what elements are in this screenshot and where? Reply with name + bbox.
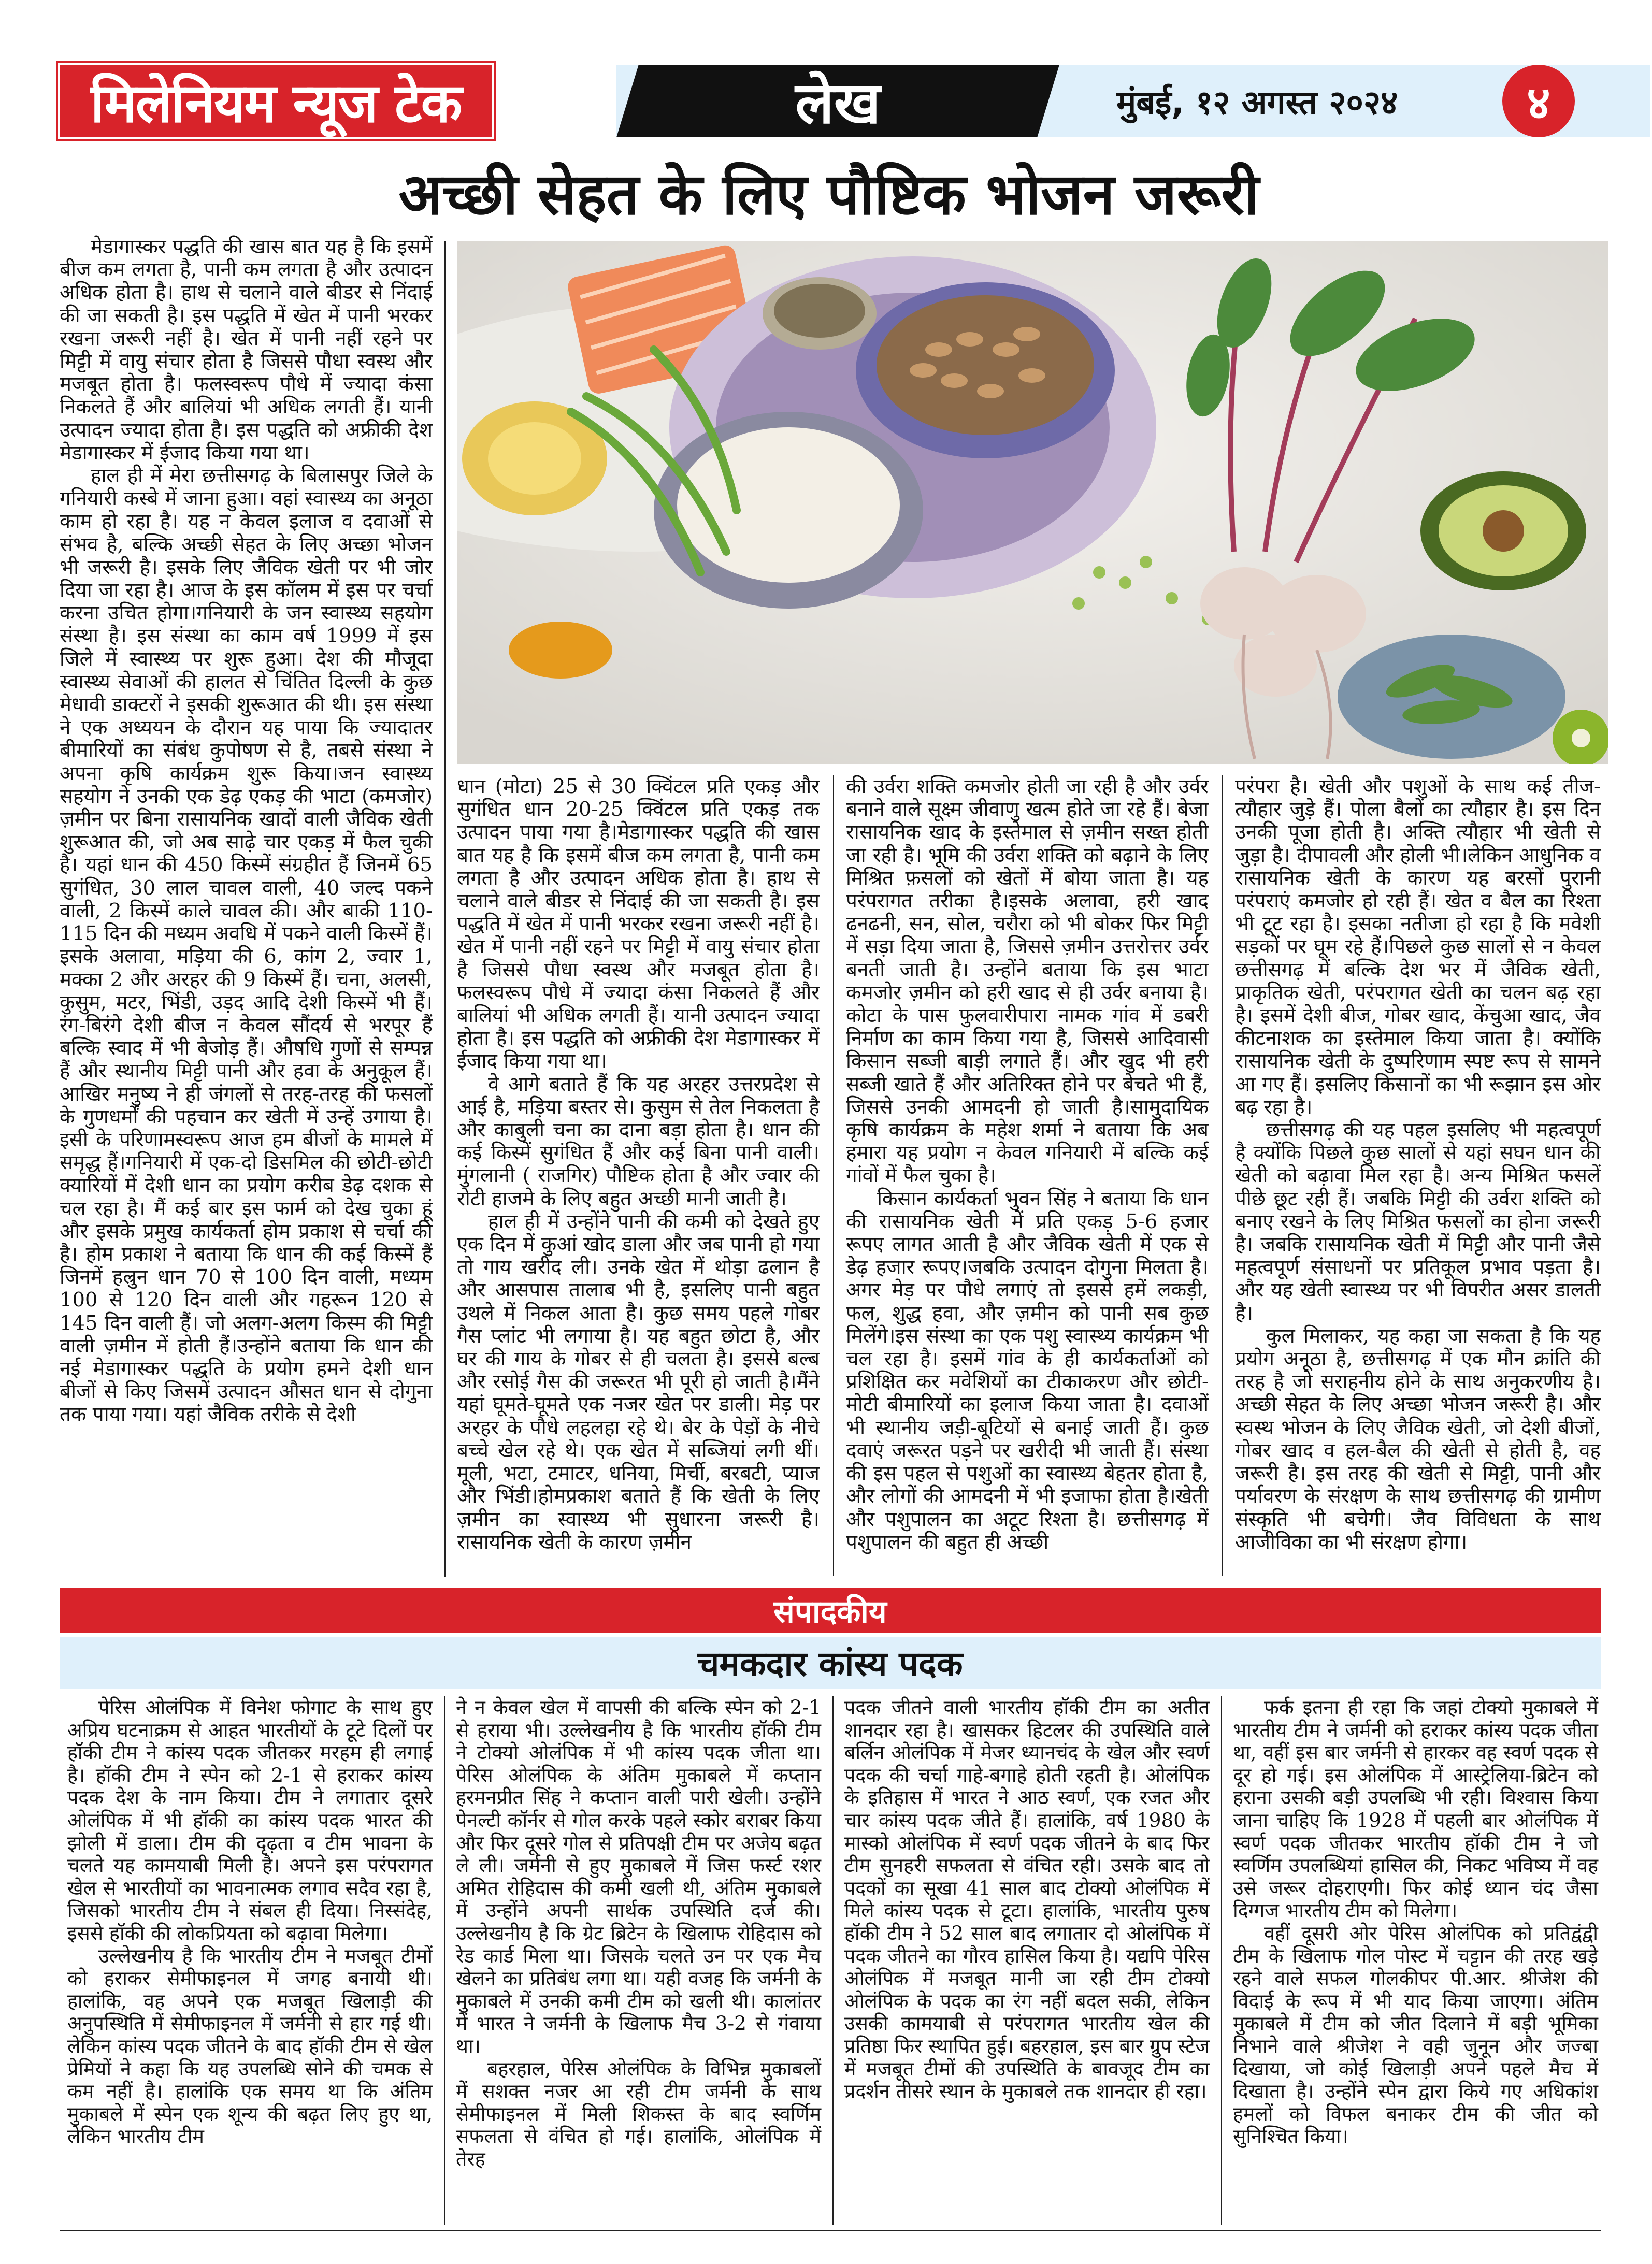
bottom-rule (60, 2230, 1601, 2231)
article-paragraph: मेडागास्कर पद्धति की खास बात यह है कि इसमें बीज कम लगता है, पानी कम लगता है और उत्पादन अधिक होता है। हाथ से चलाने वाले बीडर से निंदाई की जा सकती है। इस पद्धति में खेत में पानी भरकर रखना जरूरी नहीं है। खेत में पानी नहीं रहने पर मिट्टी में वायु संचार होता है जिससे पौधा स्वस्थ और मजबूत होता है। फलस्वरूप पौधे में ज्यादा कंसा निकलते हैं और बालियां भी अधिक लगती हैं। यानी उत्पादन ज्यादा होता है। इस पद्धति को अफ्रीकी देश मेडागास्कर में ईजाद किया गया था। (60, 235, 433, 465)
column-divider (1222, 775, 1223, 1576)
article-paragraph: छत्तीसगढ़ की यह पहल इसलिए भी महत्वपूर्ण है क्योंकि पिछले कुछ सालों से यहां सघन धान की खेती को बढ़ावा मिल रहा है। अन्य मिश्रित फसलें पीछे छूट रही हैं। जबकि मिट्टी की उर्वरा शक्ति को बनाए रखने के लिए मिश्रित फसलों का होना जरूरी है। जबकि रासायनिक खेती में मिट्टी और पानी जैसे महत्वपूर्ण संसाधनों पर प्रतिकूल प्रभाव पड़ता है। और यह खेती स्वास्थ्य पर भी विपरीत असर डालती है। (1235, 1118, 1601, 1325)
article-paragraph: धान (मोटा) 25 से 30 क्विंटल प्रति एकड़ और सुगंधित धान 20-25 क्विंटल प्रति एकड़ तक उत्पादन पाया गया है।मेडागास्कर पद्धति की खास बात यह है कि इसमें बीज कम लगता है, पानी कम लगता है और उत्पादन अधिक होता है। हाथ से चलाने वाले बीडर से निंदाई की जा सकती है। इस पद्धति में खेत में पानी भरकर रखना जरूरी नहीं है। खेत में पानी नहीं रहने पर मिट्टी में वायु संचार होता है जिससे पौधा स्वस्थ और मजबूत होता है। फलस्वरूप पौधे में ज्यादा कंसा निकलते हैं और बालियां भी अधिक लगती हैं। यानी उत्पादन ज्यादा होता है। इस पद्धति को अफ्रीकी देश मेडागास्कर में ईजाद किया गया था। (457, 775, 820, 1073)
editorial-column-4 (1233, 1696, 1598, 2148)
editorial-headline: चमकदार कांस्य पदक (60, 1637, 1601, 1689)
dateline: मुंबई, १२ अगस्त २०२४ (1116, 83, 1398, 122)
editorial-paragraph: पेरिस ओलंपिक में विनेश फोगाट के साथ हुए अप्रिय घटनाक्रम से आहत भारतीयों के टूटे दिलों पर हॉकी टीम ने कांस्य पदक जीतकर मरहम ही लगाई है। हॉकी टीम ने स्पेन को 2-1 से हराकर कांस्य पदक देश के नाम किया। टीम ने लगातार दूसरे ओलंपिक में भी हॉकी का कांस्य पदक भारत की झोली में डाला। टीम की दृढ़ता व टीम भावना के चलते यह कामयाबी मिली है। अपने इस परंपरागत खेल से भारतीयों का भावनात्मक लगाव सदैव रहा है, जिसको भारतीय टीम ने संबल ही दिया। निस्संदेह, इससे हॉकी की लोकप्रियता को बढ़ावा मिलेगा। (67, 1696, 433, 1944)
editorial-column-3 (844, 1696, 1210, 2103)
article-column-4 (1235, 775, 1601, 1554)
article-paragraph: हाल ही में मेरा छत्तीसगढ़ के बिलासपुर जिले के गनियारी कस्बे में जाना हुआ। वहां स्वास्थ्य का अनूठा काम हो रहा है। यह न केवल इलाज व दवाओं से संभव है, बल्कि अच्छी सेहत के लिए अच्छा भोजन भी जरूरी है। इसके लिए जैविक खेती पर भी जोर दिया जा रहा है। आज के इस कॉलम में इस पर चर्चा करना उचित होगा।गनियारी के जन स्वास्थ्य सहयोग संस्था है। इस संस्था का काम वर्ष 1999 में इस जिले में स्वास्थ्य पर शुरू हुआ। देश की मौजूदा स्वास्थ्य सेवाओं की हालत से चिंतित दिल्ली के कुछ मेधावी डाक्टरों ने इसकी शुरूआत की थी। इस संस्था ने एक अध्ययन के दौरान यह पाया कि ज्यादातर बीमारियों का संबंध कुपोषण से है, तबसे संस्था ने अपना कृषि कार्यक्रम शुरू किया।जन स्वास्थ्य सहयोग ने उनकी एक डेढ़ एकड़ की भाटा (कमजोर) ज़मीन पर बिना रासायनिक खादों वाली जैविक खेती शुरूआत की, जो अब साढ़े चार एकड़ में फैल चुकी है। यहां धान की 450 किस्में संग्रहीत हैं जिनमें 65 सुगंधित, 30 लाल चावल वाली, 40 जल्द पकने वाली, 2 किस्में काले चावल की। और बाकी 110-115 दिन की मध्यम अवधि में पकने वाली किस्में हैं। इसके अलावा, मड़िया की 6, कांग 2, ज्वार 1, मक्का 2 और अरहर की 9 किस्में हैं। चना, अलसी, कुसुम, मटर, भिंडी, उड़द आदि देशी किस्में भी हैं।रंग-बिरंगे देशी बीज न केवल सौंदर्य से भरपूर हैं बल्कि स्वाद में भी बेजोड़ हैं। औषधि गुणों से सम्पन्न हैं और स्थानीय मिट्टी पानी और हवा के अनुकूल हैं। आखिर मनुष्य ने ही जंगलों से तरह-तरह की फसलों के गुणधर्मों की पहचान कर खेती में उन्हें उगाया है। इसी के परिणामस्वरूप आज हम बीजों के मामले में समृद्ध हैं।गनियारी में एक-दो डिसमिल की छोटी-छोटी क्यारियों में देशी धान का प्रयोग करीब डेढ़ दशक से चल रहा है। मैं कई बार इस फार्म को देख चुका हूं और इसके प्रमुख कार्यकर्ता होम प्रकाश से चर्चा की है। होम प्रकाश ने बताया कि धान की कई किस्में हैं जिनमें हल्रुन धान 70 से 100 दिन वाली, मध्यम 100 से 120 दिन वाली और गहरून 120 से 145 दिन वाली हैं। जो अलग-अलग किस्म की मिट्टी वाली ज़मीन में होती हैं।उन्होंने बताया कि धान की नई मेडागास्कर पद्धति के प्रयोग हमने देशी धान बीजों से किए जिसमें उत्पादन औसत धान से दोगुना तक पाया गया। यहां जैविक तरीके से देशी (60, 464, 433, 1426)
article-paragraph: की उर्वरा शक्ति कमजोर होती जा रही है और उर्वर बनाने वाले सूक्ष्म जीवाणु खत्म होते जा रहे हैं। बेजा रासायनिक खाद के इस्तेमाल से ज़मीन सख्त होती जा रही है। भूमि की उर्वरा शक्ति को बढ़ाने के लिए मिश्रित फ़सलों को खेतों में बोया जाता है। यह परंपरागत तरीका है।इसके अलावा, हरी खाद ढनढनी, सन, सोल, चरौरा को भी बोकर फिर मिट्टी में सड़ा दिया जाता है, जिससे ज़मीन उत्तरोत्तर उर्वर बनती जाती है। उन्होंने बताया कि इस भाटा कमजोर ज़मीन को हरी खाद से ही उर्वर बनाया है।कोटा के पास फुलवारीपारा नामक गांव में डबरी निर्माण का काम किया गया है, जिससे आदिवासी किसान सब्जी बाड़ी लगाते हैं। और खुद भी हरी सब्जी खाते हैं और अतिरिक्त होने पर बेचते भी हैं, जिससे उनकी आमदनी हो जाती है।सामुदायिक कृषि कार्यक्रम के महेश शर्मा ने बताया कि अब हमारा यह प्रयोग न केवल गनियारी में बल्कि कई गांवों में फैल चुका है। (846, 775, 1209, 1188)
editorial-paragraph: ने न केवल खेल में वापसी की बल्कि स्पेन को 2-1 से हराया भी। उल्लेखनीय है कि भारतीय हॉकी टीम ने टोक्यो ओलंपिक में भी कांस्य पदक जीता था। पेरिस ओलंपिक के अंतिम मुकाबले में कप्तान हरमनप्रीत सिंह ने कप्तान वाली पारी खेली। उन्होंने पेनल्टी कॉर्नर से गोल करके पहले स्कोर बराबर किया और फिर दूसरे गोल से प्रतिपक्षी टीम पर अजेय बढ़त ले ली। जर्मनी से हुए मुकाबले में जिस फर्स्ट रशर अमित रोहिदास की कमी खली थी, अंतिम मुकाबले में उन्होंने अपनी सार्थक उपस्थिति दर्ज की। उल्लेखनीय है कि ग्रेट ब्रिटेन के खिलाफ रोहिदास को रेड कार्ड मिला था। जिसके चलते उन पर एक मैच खेलने का प्रतिबंध लगा था। यही वजह कि जर्मनी के मुकाबले में उनकी कमी टीम को खली थी। कालांतर में भारत ने जर्मनी के खिलाफ मैच 3-2 से गंवाया था। (456, 1696, 821, 2057)
editorial-column-1 (67, 1696, 433, 2148)
editorial-label: संपादकीय (60, 1588, 1601, 1633)
article-column-2 (457, 775, 820, 1554)
article-headline: अच्छी सेहत के लिए पौष्टिक भोजन जरूरी (398, 161, 1259, 227)
section-label: लेख (795, 70, 881, 136)
article-paragraph: परंपरा है। खेती और पशुओं के साथ कई तीज-त्यौहार जुड़े हैं। पोला बैलों का त्यौहार है। इस दिन उनकी पूजा होती है। अक्ति त्यौहार भी खेती से जुड़ा है। दीपावली और होली भी।लेकिन आधुनिक व रासायनिक खेती के कारण यह बरसों पुरानी परंपराएं कमजोर हो रही हैं। खेत व बैल का रिश्ता भी टूट रहा है। इसका नतीजा हो रहा है कि मवेशी सड़कों पर घूम रहे हैं।पिछले कुछ सालों से न केवल छत्तीसगढ़ में बल्कि देश भर में जैविक खेती, प्राकृतिक खेती, परंपरागत खेती का चलन बढ़ रहा है। इसमें देशी बीज, गोबर खाद, केंचुआ खाद, जैव कीटनाशक का इस्तेमाल किया जाता है। क्योंकि रासायनिक खेती के दुष्परिणाम स्पष्ट रूप से सामने आ गए हैं। इसलिए किसानों का भी रूझान इस ओर बढ़ रहा है। (1235, 775, 1601, 1119)
page-number: ४ (1502, 65, 1575, 137)
editorial-paragraph: फर्क इतना ही रहा कि जहां टोक्यो मुकाबले में भारतीय टीम ने जर्मनी को हराकर कांस्य पदक जीता था, वहीं इस बार जर्मनी से हारकर वह स्वर्ण पदक से दूर हो गई। इस ओलंपिक में आस्ट्रेलिया-ब्रिटेन को हराना उसकी बड़ी उपलब्धि भी रही। विश्वास किया जाना चाहिए कि 1928 में पहली बार ओलंपिक में स्वर्ण पदक जीतकर भारतीय हॉकी टीम ने जो स्वर्णिम उपलब्धियां हासिल की, निकट भविष्य में वह उसे जरूर दोहराएगी। फिर कोई ध्यान चंद जैसा दिग्गज भारतीय टीम को मिलेगा। (1233, 1696, 1598, 1922)
editorial-paragraph: बहरहाल, पेरिस ओलंपिक के विभिन्न मुकाबलों में सशक्त नजर आ रही टीम जर्मनी के साथ सेमीफाइनल में मिली शिकस्त के बाद स्वर्णिम सफलता से वंचित हो गई। हालांकि, ओलंपिक में तेरह (456, 2057, 821, 2170)
food-photo (457, 241, 1608, 764)
article-paragraph: किसान कार्यकर्ता भुवन सिंह ने बताया कि धान की रासायनिक खेती में प्रति एकड़ 5-6 हजार रूपए लागत आती है और जैविक खेती में एक से डेढ़ हजार रूपए।जबकि उत्पादन दोगुना मिलता है। अगर मेड़ पर पौधे लगाएं तो इससे हमें लकड़ी, फल, शुद्ध हवा, और ज़मीन को पानी सब कुछ मिलेंगे।इस संस्था का एक पशु स्वास्थ्य कार्यक्रम भी चल रहा है। इसमें गांव के ही कार्यकर्ताओं को प्रशिक्षित कर मवेशियों का टीकाकरण और छोटी-मोटी बीमारियों का इलाज किया जाता है। दवाओं भी स्थानीय जड़ी-बूटियों से बनाई जाती हैं। कुछ दवाएं जरूरत पड़ने पर खरीदी भी जाती हैं। संस्था की इस पहल से पशुओं का स्वास्थ्य बेहतर होता है, और लोगों की आमदनी में भी इजाफा होता है।खेती और पशुपालन का अटूट रिश्ता है। छत्तीसगढ़ में पशुपालन की बहुत ही अच्छी (846, 1187, 1209, 1554)
column-divider (833, 775, 834, 1576)
editorial-paragraph: पदक जीतने वाली भारतीय हॉकी टीम का अतीत शानदार रहा है। खासकर हिटलर की उपस्थिति वाले बर्लिन ओलंपिक में मेजर ध्यानचंद के खेल और स्वर्ण पदक की चर्चा गाहे-बगाहे होती रहती है। ओलंपिक के इतिहास में भारत ने आठ स्वर्ण, एक रजत और चार कांस्य पदक जीते हैं। हालांकि, वर्ष 1980 के मास्को ओलंपिक में स्वर्ण पदक जीतने के बाद फिर टीम सुनहरी सफलता से वंचित रही। उसके बाद तो पदकों का सूखा 41 साल बाद टोक्यो ओलंपिक में मिले कांस्य पदक से टूटा। हालांकि, भारतीय पुरुष हॉकी टीम ने 52 साल बाद लगातार दो ओलंपिक में पदक जीतने का गौरव हासिल किया है। यद्यपि पेरिस ओलंपिक में मजबूत मानी जा रही टीम टोक्यो ओलंपिक के पदक का रंग नहीं बदल सकी, लेकिन उसकी कामयाबी से परंपरागत भारतीय खेल की प्रतिष्ठा फिर स्थापित हुई। बहरहाल, इस बार ग्रुप स्टेज में मजबूत टीमों की उपस्थिति के बावजूद टीम का प्रदर्शन तीसरे स्थान के मुकाबले तक शानदार ही रहा। (844, 1696, 1210, 2103)
column-divider (832, 1696, 834, 2225)
article-paragraph: हाल ही में उन्होंने पानी की कमी को देखते हुए एक दिन में कुआं खोद डाला और जब पानी हो गया तो गाय खरीद ली। उनके खेत में थोड़ा ढलान है और आसपास तालाब भी है, इसलिए पानी बहुत उथले में निकल आता है। कुछ समय पहले गोबर गैस प्लांट भी लगाया है। यह बहुत छोटा है, और घर की गाय के गोबर से ही चलता है। इससे बल्ब और रसोई गैस की जरूरत भी पूरी हो जाती है।मैंने यहां घूमते-घूमते एक नजर खेत पर डाली। मेड़ पर अरहर के पौधे लहलहा रहे थे। बेर के पेड़ों के नीचे बच्चे खेल रहे थे। एक खेत में सब्जियां लगी थीं। मूली, भटा, टमाटर, धनिया, मिर्ची, बरबटी, प्याज और भिंडी।होमप्रकाश बताते हैं कि खेती के लिए ज़मीन का स्वास्थ्य भी सुधारना जरूरी है। रासायनिक खेती के कारण ज़मीन (457, 1209, 820, 1554)
article-column-3 (846, 775, 1209, 1554)
editorial-paragraph: वहीं दूसरी ओर पेरिस ओलंपिक को प्रतिद्वंद्वी टीम के खिलाफ गोल पोस्ट में चट्टान की तरह खड़े रहने वाले सफल गोलकीपर पी.आर. श्रीजेश की विदाई के रूप में भी याद किया जाएगा। अंतिम मुकाबले में टीम को जीत दिलाने में बड़ी भूमिका निभाने वाले श्रीजेश ने वही जुनून और जज्बा दिखाया, जो कोई खिलाड़ी अपने पहले मैच में दिखाता है। उन्होंने स्पेन द्वारा किये गए अधिकांश हमलों को विफल बनाकर टीम की जीत को सुनिश्चित किया। (1233, 1921, 1598, 2148)
article-paragraph: वे आगे बताते हैं कि यह अरहर उत्तरप्रदेश से आई है, मड़िया बस्तर से। कुसुम से तेल निकलता है और काबुली चना का दाना बड़ा होता है। धान की कई किस्में सुगंधित हैं और कई बिना पानी वाली। मुंगलानी ( राजगिर) पौष्टिक होता है और ज्वार की रोटी हाजमे के लिए बहुत अच्छी मानी जाती है। (457, 1072, 820, 1210)
column-divider (444, 1696, 445, 2225)
article-column-1 (60, 236, 433, 1426)
article-paragraph: कुल मिलाकर, यह कहा जा सकता है कि यह प्रयोग अनूठा है, छत्तीसगढ़ में एक मौन क्रांति की तरह है जो सराहनीय होने के साथ अनुकरणीय है। अच्छी सेहत के लिए अच्छा भोजन जरूरी है। और स्वस्थ भोजन के लिए जैविक खेती, जो देशी बीजों, गोबर खाद व हल-बैल की खेती से होती है, वह जरूरी है। इस तरह की खेती से मिट्टी, पानी और पर्यावरण के संरक्षण के साथ छत्तीसगढ़ की ग्रामीण संस्कृति भी बचेगी। जैव विविधता के साथ आजीविका का भी संरक्षण होगा। (1235, 1324, 1601, 1554)
editorial-paragraph: उल्लेखनीय है कि भारतीय टीम ने मजबूत टीमों को हराकर सेमीफाइनल में जगह बनायी थी। हालांकि, वह अपने एक मजबूत खिलाड़ी की अनुपस्थिति में सेमीफाइनल में जर्मनी से हार गई थी। लेकिन कांस्य पदक जीतने के बाद हॉकी टीम से खेल प्रेमियों ने कहा कि यह उपलब्धि सोने की चमक से कम नहीं है। हालांकि एक समय था कि अंतिम मुकाबले में स्पेन एक शून्य की बढ़त लिए हुए था, लेकिन भारतीय टीम (67, 1944, 433, 2148)
food-photo-icon (457, 241, 1608, 764)
masthead-logo: मिलेनियम न्यूज टेक (60, 65, 492, 137)
column-divider (444, 241, 446, 1577)
editorial-column-2 (456, 1696, 821, 2170)
column-divider (1221, 1696, 1222, 2225)
